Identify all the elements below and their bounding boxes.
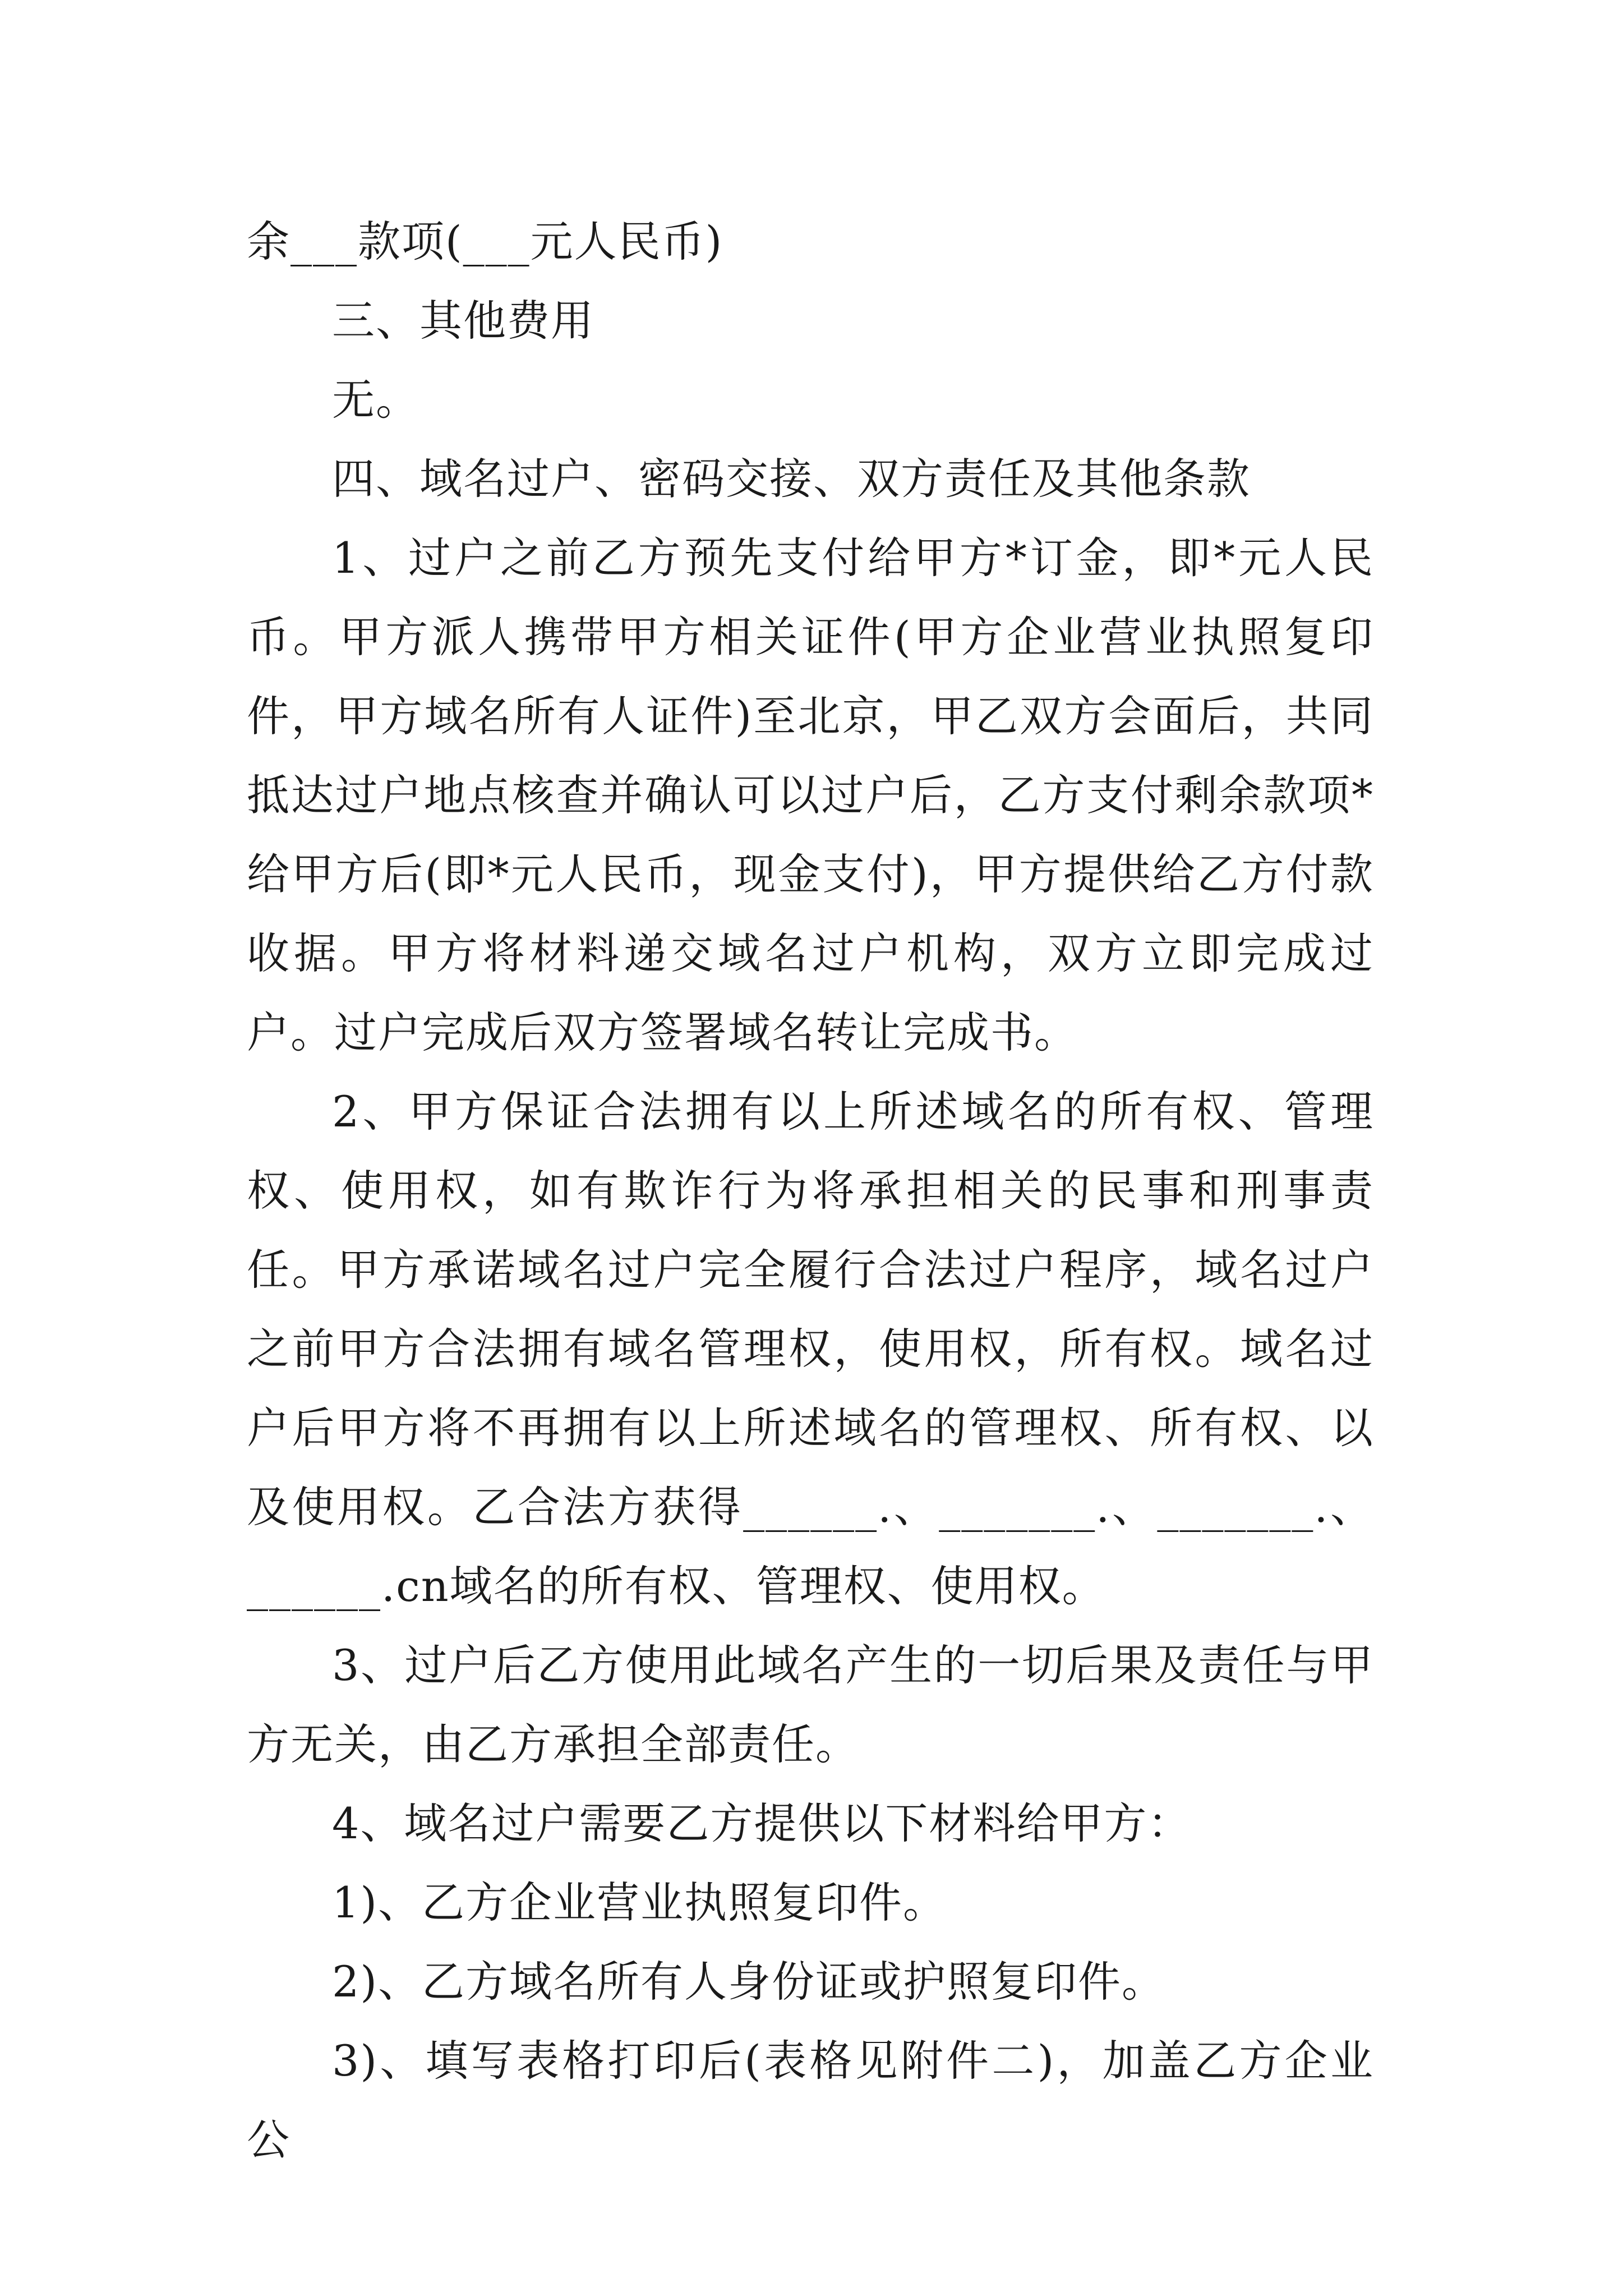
clause-4-item-2: 2)、乙方域名所有人身份证或护照复印件。 [332,1957,1166,2007]
paragraph-remaining-payment: 余___款项(___元人民币) [247,217,723,266]
clause-2: 2、甲方保证合法拥有以上所述域名的所有权、管理权、使用权，如有欺诈行为将承担相关的民事和刑事责任。甲方承诺域名过户完全履行合法过户程序，域名过户之前甲方合法拥有域名管理权，使用权，所有权。域名过户后甲方将不再拥有以上所述域名的管理权、所有权、以及使用权。乙合法方获得______.、_______.、_______.、______.cn域名的所有权、管理权、使用权。 [247,1087,1374,1611]
clause-4-item-3: 3)、填写表格打印后(表格见附件二)，加盖乙方企业公 [247,2036,1374,2165]
document-body [247,202,1374,2179]
section-heading-transfer-terms: 四、域名过户、密码交接、双方责任及其他条款 [332,454,1251,504]
clause-1: 1、过户之前乙方预先支付给甲方*订金，即*元人民币。甲方派人携带甲方相关证件(甲方企业营业执照复印件，甲方域名所有人证件)至北京，甲乙双方会面后，共同抵达过户地点核查并确认可以过户后，乙方支付剩余款项*给甲方后(即*元人民币，现金支付)，甲方提供给乙方付款收据。甲方将材料递交域名过户机构，双方立即完成过户。过户完成后双方签署域名转让完成书。 [247,533,1374,1057]
paragraph-none: 无。 [332,375,419,425]
clause-4-item-1: 1)、乙方企业营业执照复印件。 [332,1878,947,1927]
clause-3: 3、过户后乙方使用此域名产生的一切后果及责任与甲方无关，由乙方承担全部责任。 [247,1640,1374,1769]
clause-4: 4、域名过户需要乙方提供以下材料给甲方： [332,1798,1192,1848]
section-heading-other-fees: 三、其他费用 [332,296,594,346]
